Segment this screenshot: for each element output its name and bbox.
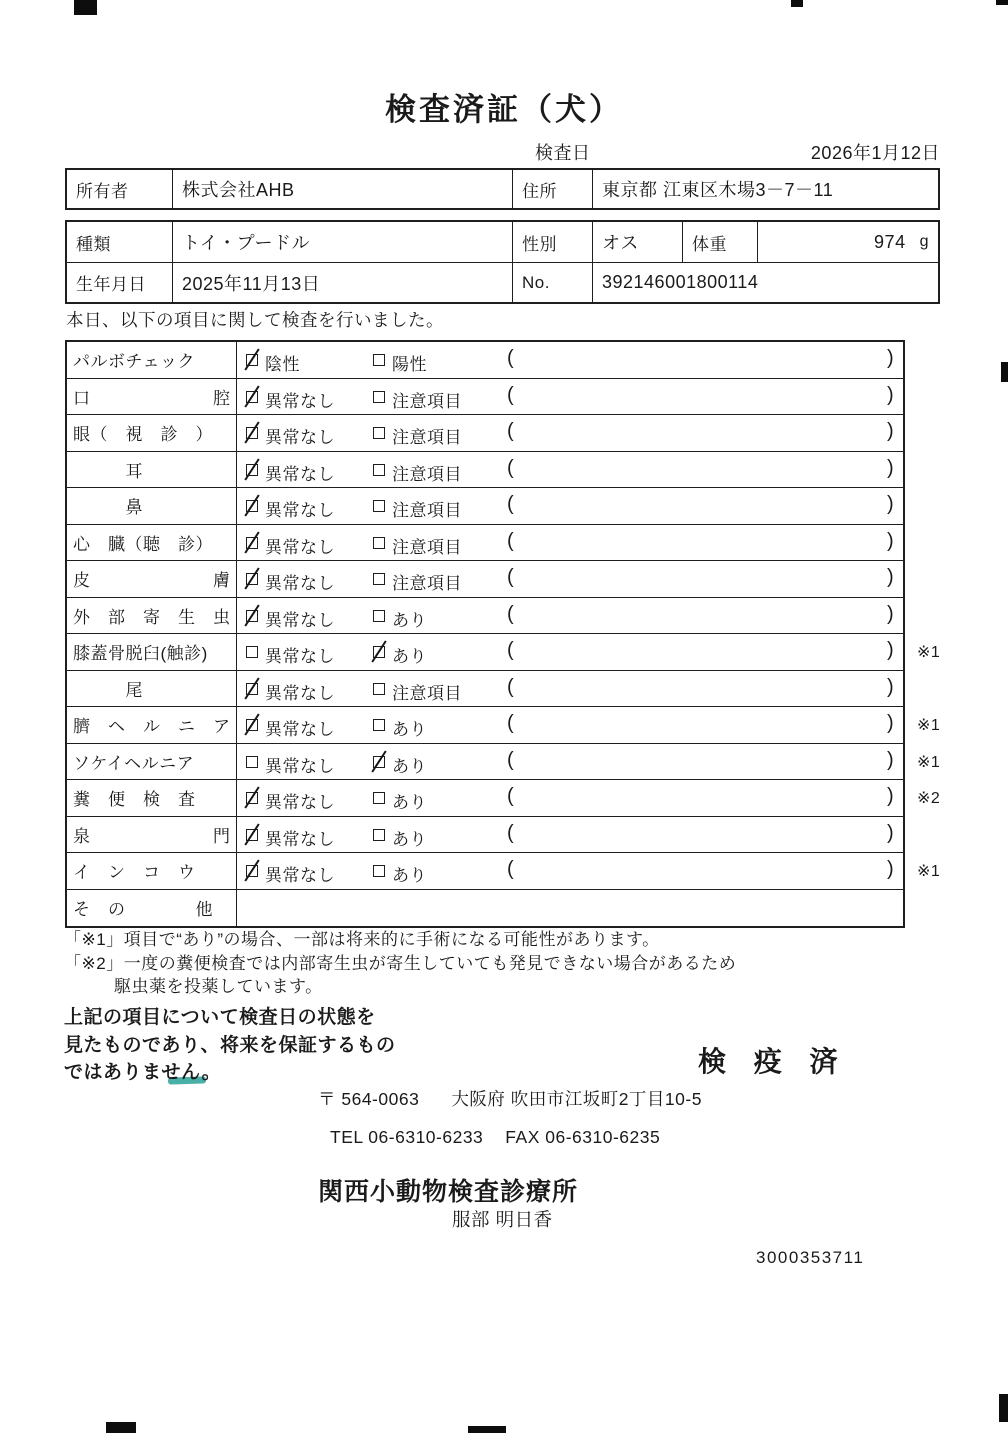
inspection-item-label: 鼻 xyxy=(67,488,237,524)
owner-table xyxy=(65,168,940,210)
option2-label: 注意項目 xyxy=(392,537,462,557)
option2-label: あり xyxy=(392,793,427,812)
result-paren-close: ) xyxy=(887,748,895,771)
no-label: No. xyxy=(512,263,592,302)
exam-date-line xyxy=(535,139,940,165)
result-paren-open: ( xyxy=(507,639,515,661)
result-paren-open: ( xyxy=(507,602,515,625)
sex-label: 性別 xyxy=(512,222,592,262)
option2-label: あり xyxy=(392,829,427,849)
option2-checkbox xyxy=(373,500,385,512)
result-paren-open: ( xyxy=(507,785,515,807)
option2-checkbox xyxy=(373,427,385,439)
option1-label: 異常なし xyxy=(265,501,335,520)
footnote-2: 「※2」一度の糞便検査では内部寄生虫が寄生していても発見できない場合があるため xyxy=(64,953,737,973)
result-paren-close: ) xyxy=(887,383,895,406)
option2-label: 注意項目 xyxy=(392,464,462,484)
footnote-ref: ※1 xyxy=(917,753,941,771)
weight-unit: g xyxy=(919,233,929,250)
option2-checkbox xyxy=(373,792,385,804)
address-value: 東京都 江東区木場3－7－11 xyxy=(592,170,938,208)
option2-checkbox xyxy=(373,829,385,841)
option1-label: 異常なし xyxy=(265,574,335,593)
result-paren-open: ( xyxy=(507,821,515,844)
option2-checkbox xyxy=(373,610,385,622)
inspection-row xyxy=(67,853,941,890)
scan-artifact xyxy=(468,1426,506,1433)
inspection-item-label: 皮 膚 xyxy=(67,561,237,597)
result-paren-open: ( xyxy=(507,420,515,442)
inspection-row xyxy=(67,598,903,635)
pet-row-2 xyxy=(67,262,938,302)
option2-label: あり xyxy=(392,756,427,776)
inspection-row xyxy=(67,707,941,744)
option1-checkbox xyxy=(246,610,258,622)
option1-checkbox xyxy=(246,500,258,512)
inspection-row xyxy=(67,817,903,854)
inspection-table xyxy=(65,340,941,928)
option1-checkbox xyxy=(246,646,258,658)
option2-checkbox xyxy=(373,683,385,695)
result-paren-close: ) xyxy=(887,493,895,515)
result-paren-open: ( xyxy=(507,347,515,369)
option1-checkbox xyxy=(246,391,258,403)
scan-artifact xyxy=(74,0,97,15)
option1-label: 陰性 xyxy=(265,355,300,374)
result-paren-open: ( xyxy=(507,456,515,479)
option1-checkbox xyxy=(246,464,258,476)
result-paren-open: ( xyxy=(507,712,515,734)
scan-artifact xyxy=(999,1394,1008,1422)
no-value: 392146001800114 xyxy=(592,263,938,302)
inspection-row xyxy=(67,561,903,598)
inspection-item-label: 臍 ヘ ル ニ ア xyxy=(67,707,237,743)
option2-label: 注意項目 xyxy=(392,428,462,447)
result-paren-open: ( xyxy=(507,493,515,515)
option2-checkbox xyxy=(373,573,385,585)
inspection-item-label: 糞 便 検 査 xyxy=(67,780,237,816)
inspection-item-label: 泉 門 xyxy=(67,817,237,853)
option2-checkbox xyxy=(373,646,385,658)
option1-label: 異常なし xyxy=(265,391,335,411)
pet-info-table xyxy=(65,220,940,304)
option1-checkbox xyxy=(246,537,258,549)
inspection-row xyxy=(67,379,903,416)
option2-label: あり xyxy=(392,720,427,739)
option1-checkbox xyxy=(246,756,258,768)
option2-checkbox xyxy=(373,537,385,549)
option1-checkbox xyxy=(246,427,258,439)
clinic-address-line xyxy=(318,1086,702,1111)
option1-label: 異常なし xyxy=(265,793,335,812)
result-paren-open: ( xyxy=(507,383,515,406)
result-paren-open: ( xyxy=(507,675,515,698)
option1-checkbox xyxy=(246,865,258,877)
sex-value: オス xyxy=(592,222,682,262)
inspection-item-label: パルボチェック xyxy=(67,342,237,378)
option1-checkbox xyxy=(246,683,258,695)
inspection-row xyxy=(67,525,903,562)
footnote-ref: ※1 xyxy=(917,863,941,880)
result-paren-open: ( xyxy=(507,529,515,552)
option1-checkbox xyxy=(246,829,258,841)
option1-label: 異常なし xyxy=(265,647,335,666)
result-paren-open: ( xyxy=(507,566,515,588)
intro-text: 本日、以下の項目に関して検査を行いました。 xyxy=(66,310,444,330)
option2-label: あり xyxy=(392,647,427,666)
option1-label: 異常なし xyxy=(265,464,335,484)
result-paren-open: ( xyxy=(507,858,515,880)
option2-checkbox xyxy=(373,391,385,403)
option2-checkbox xyxy=(373,464,385,476)
inspection-row xyxy=(67,671,903,708)
birthdate-label: 生年月日 xyxy=(76,275,146,294)
pet-row-1 xyxy=(67,222,938,262)
result-paren-close: ) xyxy=(887,529,895,552)
serial-number: 3000353711 xyxy=(756,1248,865,1267)
owner-label: 所有者 xyxy=(76,181,129,201)
option1-checkbox xyxy=(246,354,258,366)
result-paren-close: ) xyxy=(887,712,895,734)
veterinarian-name: 服部 明日香 xyxy=(452,1209,553,1230)
inspection-item-label: ソケイヘルニア xyxy=(67,744,237,780)
inspection-item-label: 膝蓋骨脱臼(触診) xyxy=(67,634,237,670)
inspection-item-label: 尾 xyxy=(67,671,237,707)
scan-artifact xyxy=(996,0,1008,5)
birthdate-value: 2025年11月13日 xyxy=(172,263,512,302)
option2-label: 注意項目 xyxy=(392,391,462,411)
footnotes xyxy=(64,928,736,999)
disclaimer-line-1: 上記の項目について検査日の状態を xyxy=(64,1007,376,1028)
result-paren-close: ) xyxy=(887,566,895,588)
clinic-name: 関西小動物検査診療所 xyxy=(318,1178,579,1206)
footnote-1: 「※1」項目で“あり”の場合、一部は将来的に手術になる可能性があります。 xyxy=(64,930,660,949)
footnote-ref: ※1 xyxy=(917,717,941,734)
clinic-fax: FAX 06-6310-6235 xyxy=(505,1127,661,1147)
option1-checkbox xyxy=(246,719,258,731)
result-paren-open: ( xyxy=(507,748,515,771)
inspection-row xyxy=(67,488,903,525)
option1-label: 異常なし xyxy=(265,829,335,849)
result-paren-close: ) xyxy=(887,456,895,479)
owner-row xyxy=(67,170,938,208)
inspection-item-label: イ ン コ ウ xyxy=(67,853,237,889)
option1-checkbox xyxy=(246,792,258,804)
option1-label: 異常なし xyxy=(265,537,335,557)
exam-date-label: 検査日 xyxy=(535,143,591,163)
option1-label: 異常なし xyxy=(265,756,335,776)
inspection-item-label: 心 臓（聴 診） xyxy=(67,525,237,561)
option2-label: あり xyxy=(392,866,427,885)
type-label: 種類 xyxy=(76,234,111,254)
option1-checkbox xyxy=(246,573,258,585)
weight-label: 体重 xyxy=(682,222,757,262)
inspection-item-label: 耳 xyxy=(67,452,237,488)
inspection-row xyxy=(67,634,941,671)
inspection-row xyxy=(67,452,903,489)
address-label: 住所 xyxy=(512,170,592,208)
option2-checkbox xyxy=(373,719,385,731)
inspection-row xyxy=(67,780,941,817)
inspection-item-label: 外 部 寄 生 虫 xyxy=(67,598,237,634)
footnote-ref: ※1 xyxy=(917,644,941,661)
option1-label: 異常なし xyxy=(265,866,335,885)
result-paren-close: ) xyxy=(887,420,895,442)
option2-label: 陽性 xyxy=(392,355,427,374)
option2-label: あり xyxy=(392,610,427,630)
option2-label: 注意項目 xyxy=(392,501,462,520)
scan-artifact xyxy=(106,1422,136,1433)
footnote-ref: ※2 xyxy=(917,790,941,807)
scan-artifact xyxy=(791,0,803,7)
result-paren-close: ) xyxy=(887,602,895,625)
clinic-tel: TEL 06-6310-6233 xyxy=(330,1127,484,1147)
inspection-row xyxy=(67,744,941,781)
document-title: 検査済証（犬） xyxy=(385,92,623,127)
owner-value: 株式会社AHB xyxy=(172,170,512,208)
option2-label: 注意項目 xyxy=(392,683,462,703)
disclaimer xyxy=(64,1004,396,1087)
clinic-address: 大阪府 吹田市江坂町2丁目10-5 xyxy=(451,1089,702,1109)
clinic-postal: 〒 564-0063 xyxy=(318,1089,420,1109)
inspection-item-label: 眼（ 視 診 ） xyxy=(67,415,237,451)
option2-label: 注意項目 xyxy=(392,574,462,593)
footnote-2-continued: 駆虫薬を投薬しています。 xyxy=(114,977,323,996)
inspection-row xyxy=(67,342,903,379)
scan-artifact xyxy=(1001,362,1008,382)
option1-label: 異常なし xyxy=(265,610,335,630)
option2-checkbox xyxy=(373,354,385,366)
option1-label: 異常なし xyxy=(265,428,335,447)
option2-checkbox xyxy=(373,865,385,877)
result-paren-close: ) xyxy=(887,785,895,807)
quarantine-stamp: 検 疫 済 xyxy=(698,1046,848,1077)
disclaimer-line-2: 見たものであり、将来を保証するもの xyxy=(64,1034,396,1056)
disclaimer-line-3: ではありません。 xyxy=(64,1062,222,1083)
inspection-item-label: そ の 他 xyxy=(67,890,237,927)
result-paren-close: ) xyxy=(887,347,895,369)
result-paren-close: ) xyxy=(887,639,895,661)
inspection-row xyxy=(67,890,903,927)
weight-value: 974 xyxy=(874,231,906,252)
result-paren-close: ) xyxy=(887,675,895,698)
inspection-row xyxy=(67,415,903,452)
result-paren-close: ) xyxy=(887,858,895,880)
option2-checkbox xyxy=(373,756,385,768)
inspection-item-label: 口 腔 xyxy=(67,379,237,415)
result-paren-close: ) xyxy=(887,821,895,844)
type-value: トイ・プードル xyxy=(172,222,512,262)
option1-label: 異常なし xyxy=(265,720,335,739)
clinic-tel-line xyxy=(330,1127,660,1148)
weight-value-cell xyxy=(757,222,938,262)
exam-date-value: 2026年1月12日 xyxy=(810,143,940,163)
option1-label: 異常なし xyxy=(265,683,335,703)
